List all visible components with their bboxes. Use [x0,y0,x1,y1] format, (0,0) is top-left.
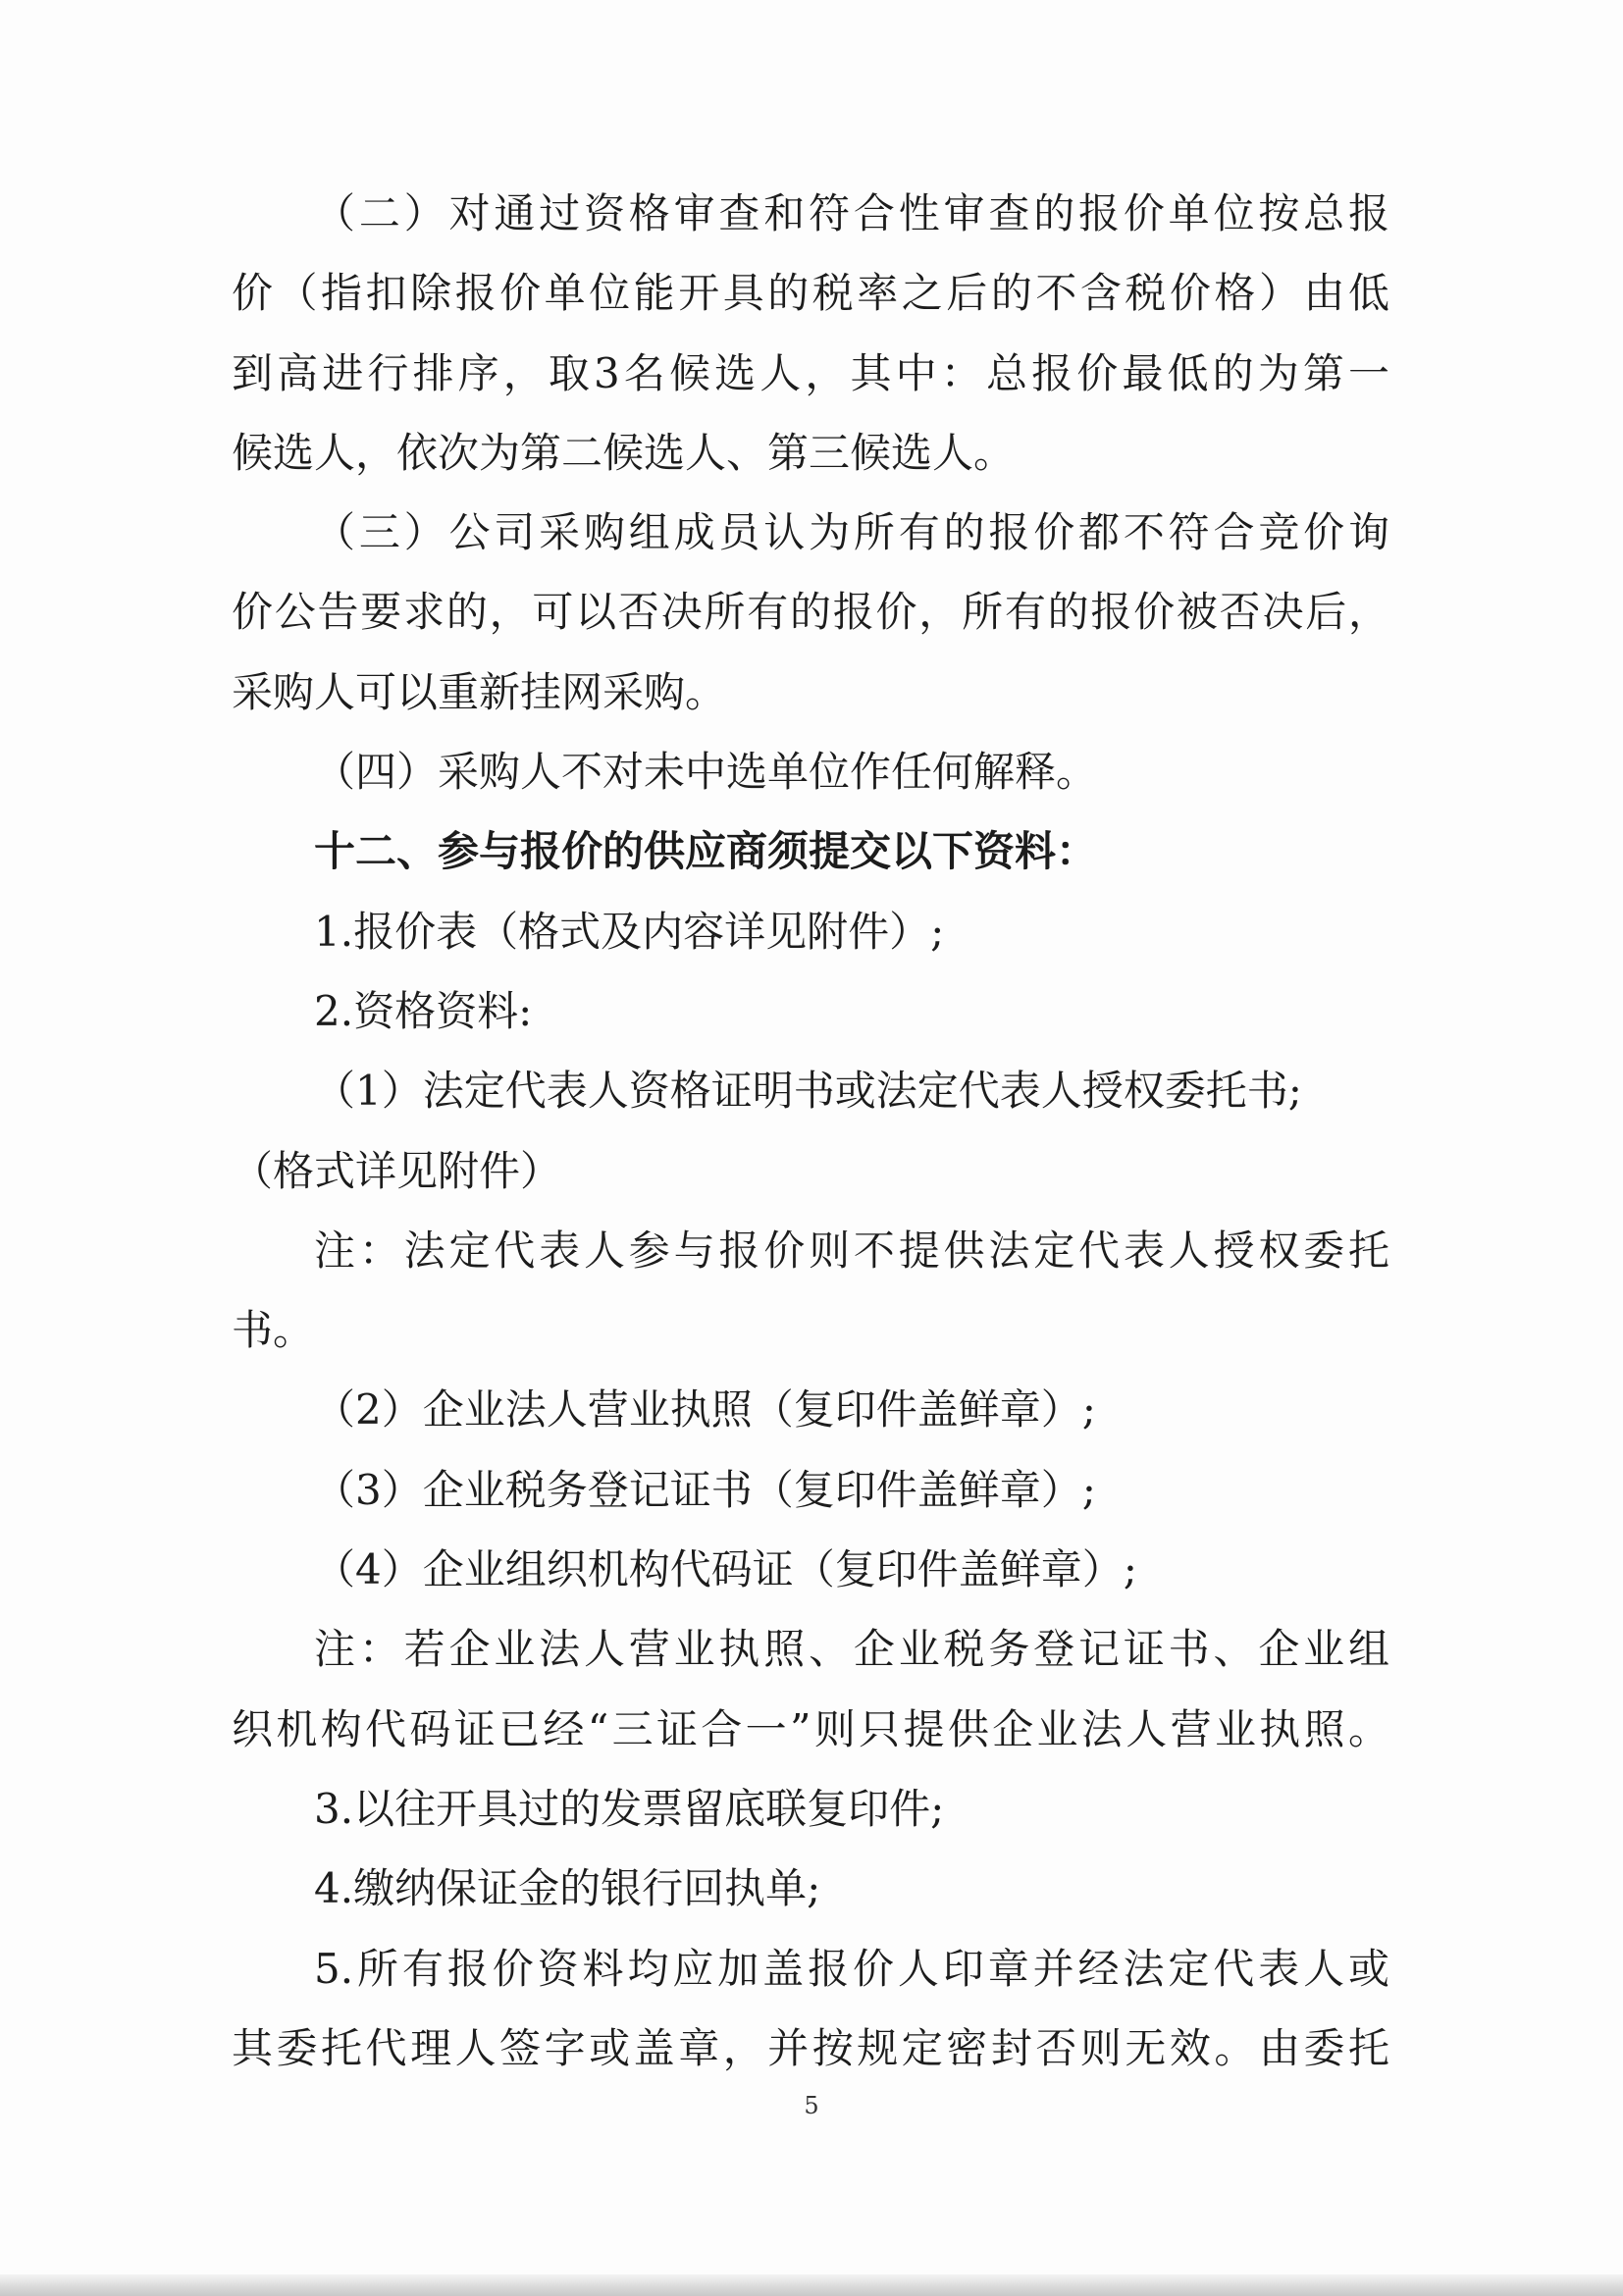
scan-edge [0,2274,1623,2296]
text-line: （二）对通过资格审查和符合性审查的报价单位按总报 [314,189,1389,237]
text-line: 2.资格资料: [314,986,533,1035]
text-line: （四）采购人不对未中选单位作任何解释。 [314,748,1098,797]
text-line: （格式详见附件） [232,1146,562,1195]
text-line: 织机构代码证已经“三证合一”则只提供企业法人营业执照。 [232,1704,1389,1753]
text-line: 注：法定代表人参与报价则不提供法定代表人授权委托 [314,1226,1389,1275]
text-line: （1）法定代表人资格证明书或法定代表人授权委托书; [314,1067,1302,1116]
text-line: 1.报价表（格式及内容详见附件）; [314,907,945,956]
text-line: 价公告要求的，可以否决所有的报价，所有的报价被否决后， [232,588,1389,637]
text-line: 价（指扣除报价单位能开具的税率之后的不含税价格）由低 [232,269,1389,318]
text-line: （2）企业法人营业执照（复印件盖鲜章）; [314,1385,1096,1435]
document-body [232,174,1389,2088]
text-line: 4.缴纳保证金的银行回执单; [314,1864,821,1913]
text-line: 5.所有报价资料均应加盖报价人印章并经法定代表人或 [314,1944,1389,1993]
text-line: 3.以往开具过的发票留底联复印件; [314,1784,945,1833]
text-line: （3）企业税务登记证书（复印件盖鲜章）; [314,1465,1096,1514]
text-line: 候选人，依次为第二候选人、第三候选人。 [232,428,1016,477]
section-heading: 十二、参与报价的供应商须提交以下资料： [314,827,1098,876]
text-line: 书。 [232,1306,315,1355]
text-line: 其委托代理人签字或盖章，并按规定密封否则无效。由委托 [232,2023,1389,2072]
text-line: 到高进行排序，取3名候选人，其中：总报价最低的为第一 [232,348,1389,397]
text-line: （4）企业组织机构代码证（复印件盖鲜章）; [314,1545,1137,1594]
page-number: 5 [804,2092,819,2119]
text-line: （三）公司采购组成员认为所有的报价都不符合竞价询 [314,508,1389,557]
text-line: 注：若企业法人营业执照、企业税务登记证书、企业组 [314,1625,1389,1674]
text-line: 采购人可以重新挂网采购。 [232,667,727,716]
